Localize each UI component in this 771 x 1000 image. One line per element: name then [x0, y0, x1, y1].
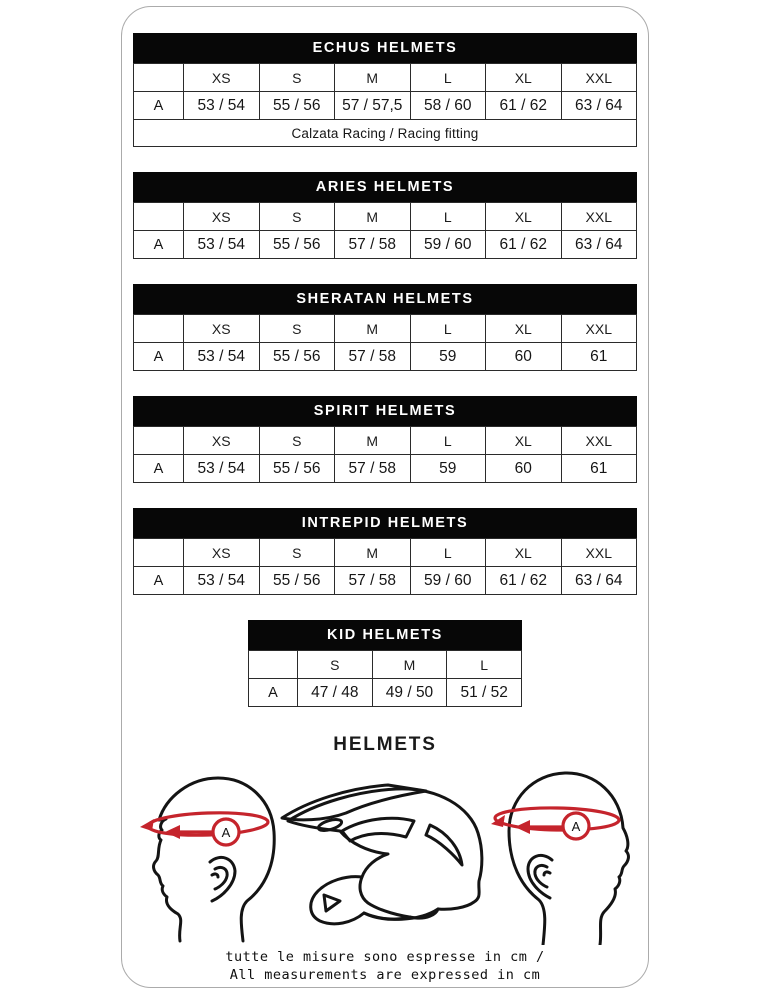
corner-cell	[134, 64, 184, 92]
size-cell: 57 / 58	[335, 231, 411, 259]
col-header: XL	[486, 315, 562, 343]
col-header: XXL	[561, 427, 637, 455]
table-title: INTREPID HELMETS	[133, 508, 637, 538]
row-label: A	[134, 343, 184, 371]
size-cell: 57 / 58	[335, 455, 411, 483]
corner-cell	[134, 203, 184, 231]
size-cell: 53 / 54	[184, 92, 260, 120]
data-row	[134, 92, 637, 120]
col-header: XS	[184, 203, 260, 231]
col-header: L	[447, 651, 522, 679]
size-cell: 63 / 64	[561, 231, 637, 259]
size-cell: 55 / 56	[259, 231, 335, 259]
head-profile-left-icon	[138, 771, 290, 943]
footer-row	[134, 120, 637, 147]
size-cell: 53 / 54	[184, 455, 260, 483]
size-cell: 55 / 56	[259, 567, 335, 595]
col-header: XS	[184, 539, 260, 567]
col-header: S	[298, 651, 373, 679]
size-cell: 55 / 56	[259, 343, 335, 371]
measure-label-a: A	[221, 825, 231, 840]
size-table-echus	[133, 33, 637, 147]
size-cell: 57 / 58	[335, 567, 411, 595]
col-header: XL	[486, 203, 562, 231]
table-title: SHERATAN HELMETS	[133, 284, 637, 314]
head-profile-right-icon	[490, 765, 647, 945]
size-table-aries	[133, 172, 637, 259]
row-label: A	[134, 92, 184, 120]
size-cell: 51 / 52	[447, 679, 522, 707]
header-row	[134, 203, 637, 231]
size-cell: 57 / 58	[335, 343, 411, 371]
data-row	[134, 567, 637, 595]
col-header: L	[410, 64, 486, 92]
table-title: KID HELMETS	[248, 620, 522, 650]
col-header: XL	[486, 64, 562, 92]
size-cell: 59	[410, 343, 486, 371]
header-row	[134, 64, 637, 92]
size-cell: 53 / 54	[184, 231, 260, 259]
col-header: M	[335, 203, 411, 231]
col-header: M	[335, 539, 411, 567]
col-header: L	[410, 203, 486, 231]
header-row	[249, 651, 522, 679]
size-table-sheratan	[133, 284, 637, 371]
col-header: M	[335, 64, 411, 92]
data-row	[134, 455, 637, 483]
header-row	[134, 427, 637, 455]
col-header: M	[335, 315, 411, 343]
size-cell: 63 / 64	[561, 567, 637, 595]
note-italian: tutte le misure sono espresse in cm /	[225, 949, 545, 965]
col-header: M	[335, 427, 411, 455]
corner-cell	[249, 651, 298, 679]
size-table-kid	[248, 620, 522, 707]
row-label: A	[249, 679, 298, 707]
size-cell: 59 / 60	[410, 567, 486, 595]
data-row	[249, 679, 522, 707]
size-cell: 61	[561, 455, 637, 483]
size-chart-card	[121, 6, 649, 988]
row-label: A	[134, 567, 184, 595]
col-header: XXL	[561, 64, 637, 92]
corner-cell	[134, 315, 184, 343]
note-english: All measurements are expressed in cm	[229, 966, 541, 983]
size-cell: 49 / 50	[372, 679, 447, 707]
col-header: S	[259, 64, 335, 92]
size-cell: 61 / 62	[486, 567, 562, 595]
row-label: A	[134, 231, 184, 259]
size-table-spirit	[133, 396, 637, 483]
size-cell: 61 / 62	[486, 92, 562, 120]
row-label: A	[134, 455, 184, 483]
table-title: SPIRIT HELMETS	[133, 396, 637, 426]
size-cell: 58 / 60	[410, 92, 486, 120]
corner-cell	[134, 427, 184, 455]
header-row	[134, 539, 637, 567]
col-header: M	[372, 651, 447, 679]
data-row	[134, 231, 637, 259]
table-title: ECHUS HELMETS	[133, 33, 637, 63]
measurements-note	[122, 949, 648, 984]
col-header: S	[259, 539, 335, 567]
measure-label-a: A	[571, 819, 581, 834]
size-cell: 57 / 57,5	[335, 92, 411, 120]
col-header: XL	[486, 427, 562, 455]
col-header: XS	[184, 64, 260, 92]
col-header: L	[410, 539, 486, 567]
corner-cell	[134, 539, 184, 567]
fitting-note: Calzata Racing / Racing fitting	[134, 120, 637, 147]
size-cell: 60	[486, 455, 562, 483]
size-cell: 47 / 48	[298, 679, 373, 707]
size-cell: 59	[410, 455, 486, 483]
table-title: ARIES HELMETS	[133, 172, 637, 202]
page-title: HELMETS	[333, 734, 437, 755]
size-cell: 55 / 56	[259, 92, 335, 120]
size-cell: 53 / 54	[184, 343, 260, 371]
col-header: S	[259, 315, 335, 343]
col-header: S	[259, 427, 335, 455]
size-cell: 55 / 56	[259, 455, 335, 483]
data-row	[134, 343, 637, 371]
size-cell: 63 / 64	[561, 92, 637, 120]
col-header: L	[410, 315, 486, 343]
header-row	[134, 315, 637, 343]
measurement-figures	[122, 765, 648, 945]
size-cell: 61	[561, 343, 637, 371]
size-cell: 59 / 60	[410, 231, 486, 259]
col-header: XXL	[561, 315, 637, 343]
size-table-intrepid	[133, 508, 637, 595]
col-header: S	[259, 203, 335, 231]
col-header: XXL	[561, 539, 637, 567]
size-cell: 60	[486, 343, 562, 371]
col-header: XS	[184, 315, 260, 343]
col-header: L	[410, 427, 486, 455]
col-header: XL	[486, 539, 562, 567]
size-cell: 61 / 62	[486, 231, 562, 259]
size-cell: 53 / 54	[184, 567, 260, 595]
col-header: XS	[184, 427, 260, 455]
motocross-helmet-icon	[280, 769, 495, 939]
col-header: XXL	[561, 203, 637, 231]
